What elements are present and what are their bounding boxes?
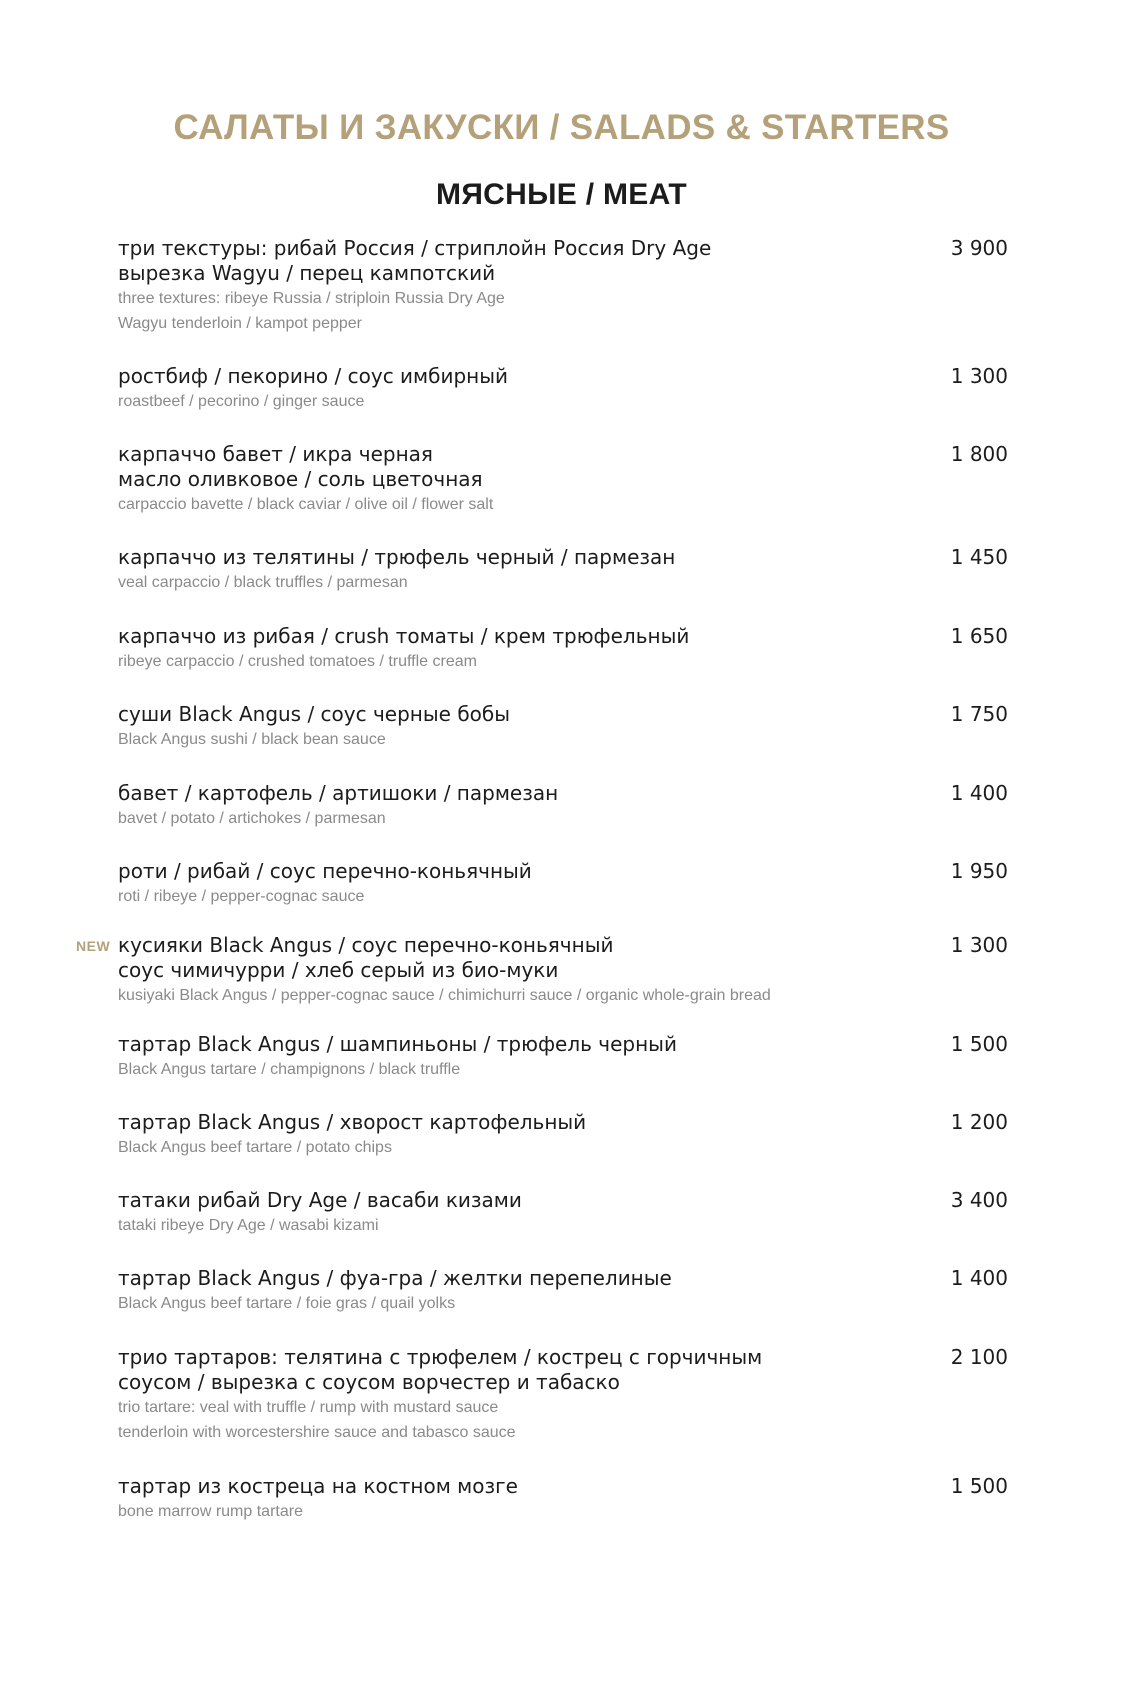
item-name-en: tataki ribeye Dry Age / wasabi kizami — [118, 1217, 379, 1234]
item-name-en: bone marrow rump tartare — [118, 1503, 303, 1520]
menu-item — [118, 1474, 1008, 1524]
item-name-ru: кусияки Black Angus / соус перечно-коньячный соус чимичурри / хлеб серый из био-муки — [118, 933, 614, 982]
menu-item — [76, 933, 1008, 1008]
item-name-ru: карпаччо из рибая / crush томаты / крем трюфельный — [118, 624, 690, 648]
item-price: 1 650 — [950, 624, 1008, 648]
item-price: 1 300 — [950, 933, 1008, 957]
menu-item — [118, 1032, 1008, 1082]
item-price: 1 400 — [950, 1266, 1008, 1290]
item-price: 1 800 — [950, 442, 1008, 466]
item-name-ru: карпаччо бавет / икра черная масло оливковое / соль цветочная — [118, 442, 483, 491]
item-name-ru: бавет / картофель / артишоки / пармезан — [118, 781, 559, 805]
item-price: 1 200 — [950, 1110, 1008, 1134]
section-title: МЯСНЫЕ / MEAT — [436, 178, 687, 211]
item-name-en: ribeye carpaccio / crushed tomatoes / truffle cream — [118, 653, 477, 670]
menu-item — [118, 781, 1008, 831]
menu-item — [118, 442, 1008, 517]
item-name-en: kusiyaki Black Angus / pepper-cognac sauce / chimichurri sauce / organic whole-grain bread — [118, 987, 771, 1004]
item-name-en: Black Angus tartare / champignons / black truffle — [118, 1061, 461, 1078]
item-name-en: bavet / potato / artichokes / parmesan — [118, 810, 386, 827]
item-name-ru: тартар из костреца на костном мозге — [118, 1474, 518, 1498]
item-name-ru: тартар Black Angus / хворост картофельный — [118, 1110, 587, 1134]
item-price: 1 400 — [950, 781, 1008, 805]
menu-item — [118, 1266, 1008, 1316]
item-name-ru: татаки рибай Dry Age / васаби кизами — [118, 1188, 522, 1212]
item-price: 2 100 — [950, 1345, 1008, 1369]
item-price: 1 750 — [950, 702, 1008, 726]
item-name-ru: три текстуры: рибай Россия / стриплойн Россия Dry Age вырезка Wagyu / перец кампотский — [118, 236, 712, 285]
item-name-ru: тартар Black Angus / шампиньоны / трюфель черный — [118, 1032, 677, 1056]
menu-item — [118, 702, 1008, 752]
item-name-en: Black Angus beef tartare / potato chips — [118, 1139, 392, 1156]
menu-item — [118, 545, 1008, 595]
page-title: САЛАТЫ И ЗАКУСКИ / SALADS & STARTERS — [173, 108, 950, 147]
item-name-ru: ростбиф / пекорино / соус имбирный — [118, 364, 509, 388]
menu-item — [118, 1188, 1008, 1238]
item-name-ru: трио тартаров: телятина с трюфелем / кострец с горчичным соусом / вырезка с соусом ворчестер и табаско — [118, 1345, 763, 1394]
item-name-ru: тартар Black Angus / фуа-гра / желтки перепелиные — [118, 1266, 672, 1290]
item-name-ru: роти / рибай / соус перечно-коньячный — [118, 859, 532, 883]
menu-item — [118, 364, 1008, 414]
item-price: 3 400 — [950, 1188, 1008, 1212]
menu-item — [118, 1110, 1008, 1160]
item-price: 3 900 — [950, 236, 1008, 260]
item-name-en: trio tartare: veal with truffle / rump with mustard sauce tenderloin with worcestershire sauce and tabasco sauce — [118, 1399, 516, 1441]
menu-item — [118, 1345, 1008, 1445]
menu-item — [118, 624, 1008, 674]
menu-item — [118, 859, 1008, 909]
item-name-en: Black Angus sushi / black bean sauce — [118, 731, 386, 748]
item-name-ru: суши Black Angus / соус черные бобы — [118, 702, 511, 726]
new-badge: NEW — [76, 938, 111, 954]
item-name-en: Black Angus beef tartare / foie gras / quail yolks — [118, 1295, 456, 1312]
item-name-ru: карпаччо из телятины / трюфель черный / пармезан — [118, 545, 676, 569]
item-name-en: roastbeef / pecorino / ginger sauce — [118, 393, 365, 410]
item-price: 1 950 — [950, 859, 1008, 883]
item-name-en: three textures: ribeye Russia / striploin Russia Dry Age Wagyu tenderloin / kampot pepper — [118, 290, 505, 332]
menu-item — [118, 236, 1008, 336]
item-price: 1 450 — [950, 545, 1008, 569]
item-price: 1 500 — [950, 1032, 1008, 1056]
item-name-en: roti / ribeye / pepper-cognac sauce — [118, 888, 365, 905]
item-name-en: veal carpaccio / black truffles / parmesan — [118, 574, 408, 591]
item-price: 1 300 — [950, 364, 1008, 388]
item-name-en: carpaccio bavette / black caviar / olive oil / flower salt — [118, 496, 494, 513]
item-price: 1 500 — [950, 1474, 1008, 1498]
